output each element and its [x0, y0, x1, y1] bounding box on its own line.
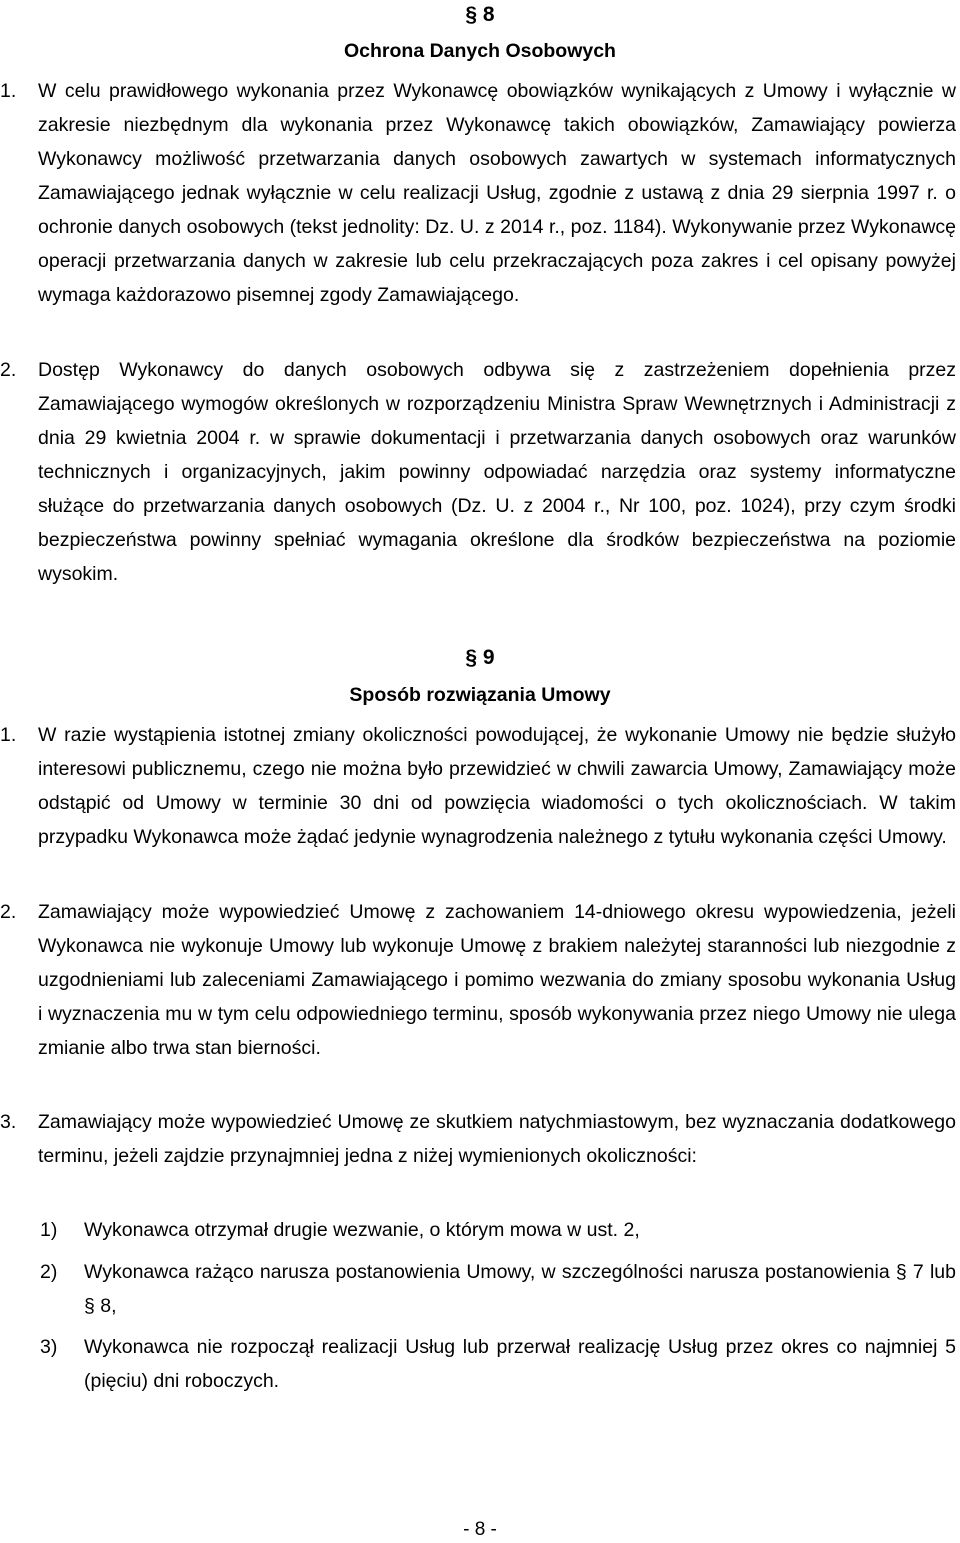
- subitem-1-text: Wykonawca otrzymał drugie wezwanie, o którym mowa w ust. 2,: [84, 1219, 640, 1241]
- section-8-item-1-marker: 1.: [0, 80, 17, 102]
- section-9-item-1-text: W razie wystąpienia istotnej zmiany okoliczności powodującej, że wykonanie Umowy nie będzie służyło interesowi publicznemu, czego nie można było przewidzieć w chwili zawarcia Umowy, Zamawiający może odstąpić od Umowy w terminie 30 dni od powzięcia wiadomości o tych okolicznościach. W takim przypadku Wykonawca może żądać jedynie wynagrodzenia należnego z tytułu wykonania części Umowy.: [38, 724, 956, 848]
- section-9-item-3-text: Zamawiający może wypowiedzieć Umowę ze skutkiem natychmiastowym, bez wyznaczania dodatkowego terminu, jeżeli zajdzie przynajmniej jedna z niżej wymienionych okoliczności:: [38, 1111, 956, 1167]
- subitem-3-marker: 3): [40, 1336, 58, 1358]
- section-8-item-1-text: W celu prawidłowego wykonania przez Wykonawcę obowiązków wynikających z Umowy i wyłącznie w zakresie niezbędnym dla wykonania przez Wykonawcę takich obowiązków, Zamawiający powierza Wykonawcy możliwość przetwarzania danych osobowych zawartych w systemach informatycznych Zamawiającego jednak wyłącznie w celu realizacji Usług, zgodnie z ustawą z dnia 29 sierpnia 1997 r. o ochronie danych osobowych (tekst jednolity: Dz. U. z 2014 r., poz. 1184). Wykonywanie przez Wykonawcę operacji przetwarzania danych w zakresie lub celu przekraczających poza zakres i cel opisany powyżej wymaga każdorazowo pisemnej zgody Zamawiającego.: [38, 80, 956, 306]
- subitem-2-text: Wykonawca rażąco narusza postanowienia Umowy, w szczególności narusza postanowienia § 7 lub § 8,: [84, 1261, 956, 1317]
- section-8-item-2-text: Dostęp Wykonawcy do danych osobowych odbywa się z zastrzeżeniem dopełnienia przez Zamawiającego wymogów określonych w rozporządzeniu Ministra Spraw Wewnętrznych i Administracji z dnia 29 kwietnia 2004 r. w sprawie dokumentacji i przetwarzania danych osobowych oraz warunków technicznych i organizacyjnych, jakim powinny odpowiadać narzędzia oraz systemy informatyczne służące do przetwarzania danych osobowych (Dz. U. z 2004 r., Nr 100, poz. 1024), przy czym środki bezpieczeństwa powinny spełniać wymagania określone dla środków bezpieczeństwa na poziomie wysokim.: [38, 359, 956, 585]
- section-9-item-1-marker: 1.: [0, 724, 17, 746]
- section-8-number: § 8: [465, 3, 495, 26]
- subitem-2-marker: 2): [40, 1261, 58, 1283]
- section-9-item-2-marker: 2.: [0, 901, 17, 923]
- section-9-title: Sposób rozwiązania Umowy: [349, 684, 611, 706]
- subitem-3-text: Wykonawca nie rozpoczął realizacji Usług lub przerwał realizację Usług przez okres co najmniej 5 (pięciu) dni roboczych.: [84, 1336, 956, 1392]
- section-8-title: Ochrona Danych Osobowych: [344, 40, 616, 62]
- section-9-item-3-marker: 3.: [0, 1111, 17, 1133]
- section-8-item-2-marker: 2.: [0, 359, 17, 381]
- section-9-number: § 9: [465, 646, 495, 669]
- page-number: - 8 -: [463, 1519, 497, 1540]
- section-9-item-2-text: Zamawiający może wypowiedzieć Umowę z zachowaniem 14-dniowego okresu wypowiedzenia, jeżeli Wykonawca nie wykonuje Umowy lub wykonuje Umowę z brakiem należytej staranności lub niezgodnie z uzgodnieniami lub zaleceniami Zamawiającego i pomimo wezwania do zmiany sposobu wykonania Usług i wyznaczenia mu w tym celu odpowiedniego terminu, sposób wykonywania przez niego Umowy nie ulega zmianie albo trwa stan bierności.: [38, 901, 956, 1059]
- subitem-1-marker: 1): [40, 1219, 58, 1241]
